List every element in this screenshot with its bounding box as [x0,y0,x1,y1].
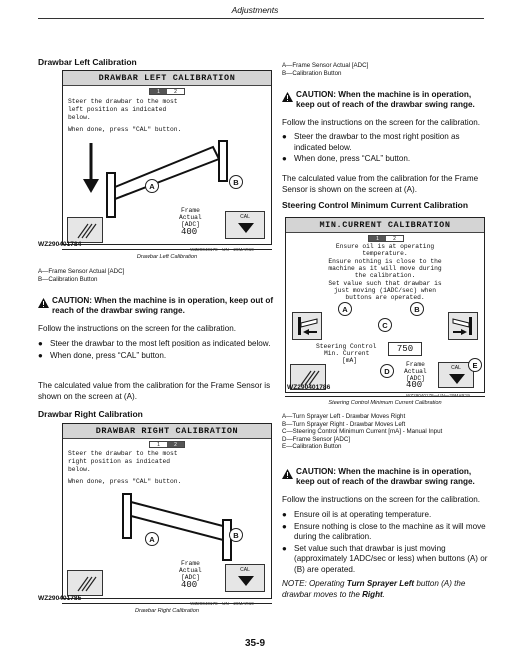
bullet-text: Ensure oil is at operating temperature. [294,510,432,519]
note-bold-2: Right [362,590,383,599]
instruction-line-4: When done, press "CAL" button. [68,478,182,485]
callout-b: B [229,528,243,542]
drawbar-left-screen [62,70,272,245]
steering-control-label: Steering Control [316,343,377,350]
legend-a-2: A—Frame Sensor Actual [ADC] [282,62,369,69]
figure-id-1: WZ290401784 [38,241,82,248]
caution-text-2: CAUTION: When the machine is in operation, keep out of reach of the drawbar swing range. [296,90,475,109]
list-item: ● When done, press “CAL” button. [38,350,167,360]
hold-button[interactable] [67,217,103,243]
turn-left-icon [293,313,321,339]
steering-heading: Steering Control Minimum Current Calibration [282,200,469,210]
instruction-line-6: Set value such that drawbar is [328,280,442,287]
drawbar-right-screen [62,423,272,599]
bullet-list-3 [282,510,494,575]
list-item: ● Steer the drawbar to the most left position as indicated below. [38,339,271,348]
intro-2: Follow the instructions on the screen for the calibration. [282,118,480,127]
bullet-text: Ensure nothing is close to the machine as it will move during the calibration. [294,521,486,541]
page-header-title: Adjustments [231,5,279,15]
callout-d: D [380,364,394,378]
bullet-list-2 [282,132,492,165]
cal-button-label: CAL [451,365,461,371]
hitch-frame [219,141,227,181]
caution-1 [38,296,278,316]
instruction-line-1: Ensure oil is at operating [335,243,435,250]
page-tab-1[interactable]: 1 [369,236,386,241]
figure-id-2: WZ290401785 [38,595,82,602]
screen-title: MIN.CURRENT CALIBRATION [286,218,484,233]
cal-button[interactable] [225,564,265,592]
actual-label: Actual [179,567,202,574]
instruction-line-2: left position as indicated [68,106,167,113]
instruction-line-8: buttons are operated. [345,294,425,301]
intro-3: Follow the instructions on the screen for the calibration. [282,495,480,504]
bullet-text: When done, press “CAL” button. [294,154,411,163]
drawbar-arm [131,502,223,540]
caution-3 [282,467,487,487]
callout-a: A [145,179,159,193]
instruction-line-4: When done, press "CAL" button. [68,126,182,133]
figure-ref-3: WZ29040178—UN—29MAR19 [406,393,470,398]
intro-1: Follow the instructions on the screen for the calibration. [38,324,236,333]
instruction-line-4: machine as it will move during [328,265,442,272]
caution-text-3: CAUTION: When the machine is in operation, keep out of reach of the drawbar swing range. [296,467,475,486]
warning-icon [282,469,293,479]
instruction-line-2: right position as indicated [68,458,171,465]
caution-text-1: CAUTION: When the machine is in operation, keep out of reach of the drawbar swing range. [52,296,274,315]
cal-button-label: CAL [240,214,250,220]
cal-down-arrow-icon [236,221,256,235]
actual-label: Actual [179,214,202,221]
note [282,578,487,600]
list-item: ● When done, press “CAL” button. [282,154,411,163]
legend-b-1: B—Calibration Button [38,276,98,283]
page-indicator [149,88,185,95]
outro-2: The calculated value from the calibration for the Frame Sensor is shown on the screen at (A). [282,174,479,194]
instruction-line-1: Steer the drawbar to the most [68,450,178,457]
drawbar-arm [115,147,219,199]
drawbar-frame [107,173,115,217]
instruction-line-3: below. [68,466,91,473]
callout-b: B [229,175,243,189]
legend-item: D—Frame Sensor [ADC] [282,435,351,443]
hold-button[interactable] [67,570,103,596]
adc-label: [ADC] [181,574,200,581]
frame-label: Frame [181,560,200,567]
warning-icon [38,298,49,308]
callout-b: B [410,302,424,316]
page-tab-2[interactable]: 2 [167,442,184,447]
min-current-input[interactable]: 750 [388,342,422,356]
list-item: ● Set value such that drawbar is just moving (approximately 1ADC/sec or less) when buttons (A) or (B) are operated. [282,544,494,576]
list-item: ● Steer the drawbar to the most right position as indicated below. [282,132,492,153]
page-tab-1[interactable]: 1 [150,89,167,94]
warning-icon [282,92,293,102]
turn-sprayer-left-button[interactable] [292,312,322,340]
instruction-line-1: Steer the drawbar to the most [68,98,178,105]
actual-label: Actual [404,368,427,375]
outro-1: The calculated value from the calibration for the Frame Sensor is shown on the screen at (A). [38,381,271,401]
legend-item: E—Calibration Button [282,443,342,451]
bullet-text: Steer the drawbar to the most left position as indicated below. [50,339,271,348]
hold-icon [68,218,102,242]
instruction-line-7: just moving (1ADC/sec) when [333,287,437,294]
page-number: 35-9 [244,638,265,649]
page-tab-2[interactable]: 2 [393,236,396,242]
bullet-text: When done, press “CAL” button. [50,350,167,360]
figure-caption-3: Steering Control Minimum Current Calibration [328,400,442,406]
legend-a-1: A—Frame Sensor Actual [ADC] [38,268,125,275]
drawbar-right-heading: Drawbar Right Calibration [38,409,143,419]
note-bold-1: Turn Sprayer Left [346,579,415,588]
min-current-screen [285,217,485,393]
instruction-line-3: below. [68,114,91,121]
adc-label: [ADC] [181,221,200,228]
figure-id-3: WZ290401786 [287,384,331,391]
adc-label: [ADC] [406,375,425,382]
bullet-text: Steer the drawbar to the most right position as indicated below. [294,132,460,152]
header-rule [38,18,484,19]
callout-e: E [468,358,482,372]
legend-b-2: B—Calibration Button [282,70,342,77]
legend-item: B—Turn Sprayer Right - Drawbar Moves Left [282,420,406,428]
instruction-line-5: the calibration. [354,272,416,279]
frame-actual-value: 400 [181,580,198,590]
list-item: ● Ensure nothing is close to the machine as it will move during the calibration. [282,522,494,543]
callout-a: A [145,532,159,546]
ma-label: [mA] [342,357,358,364]
note-prefix: NOTE: Operating [282,579,347,588]
page-indicator [368,235,404,242]
frame-actual-value: 400 [406,380,423,390]
note-end: . [382,590,386,599]
frame-actual-value: 400 [181,227,198,237]
cal-button-label: CAL [240,567,250,573]
direction-arrow-head [83,179,99,193]
page-tab-2[interactable]: 2 [174,89,177,95]
page-tab-1[interactable]: 1 [157,442,160,448]
min-current-label: Min. Current [324,350,370,357]
hitch-frame [223,520,231,560]
callout-c: C [378,318,392,332]
turn-sprayer-right-button[interactable] [448,312,478,340]
screen-title: DRAWBAR RIGHT CALIBRATION [63,424,271,439]
cal-button[interactable] [225,211,265,239]
caution-2 [282,90,487,110]
drawbar-frame [123,494,131,538]
figure-ref-1: WZ29040178—UN—29MAR19 [190,247,254,252]
figure-ref-2: WZ29040178—UN—29MAR19 [190,601,254,606]
callout-a: A [338,302,352,316]
drawbar-left-heading: Drawbar Left Calibration [38,57,137,67]
list-item: ● Ensure oil is at operating temperature. [282,510,432,519]
instruction-line-3: Ensure nothing is close to the [328,258,442,265]
note-mid: button (A) the drawbar moves to the [282,579,466,599]
steering-legend [282,413,442,451]
frame-label: Frame [406,361,425,368]
figure-caption-2: Drawbar Right Calibration [134,608,200,614]
screen-title: DRAWBAR LEFT CALIBRATION [63,71,271,86]
figure-caption-1: Drawbar Left Calibration [136,254,198,260]
cal-down-arrow-icon [236,574,256,588]
hold-icon [68,571,102,595]
legend-item: A—Turn Sprayer Left - Drawbar Moves Right [282,413,406,420]
frame-label: Frame [181,207,200,214]
cal-down-arrow-icon [447,372,467,386]
bullet-text: Set value such that drawbar is just moving (approximately 1ADC/sec or less) when buttons (A) or (B) are operated. [294,543,488,574]
turn-right-icon [449,313,477,339]
instruction-line-2: temperature. [362,250,408,257]
legend-item: C—Steering Control Minimum Current [mA] - Manual Input [282,428,443,436]
bullet-list-1 [38,339,278,361]
page-indicator [149,441,185,448]
